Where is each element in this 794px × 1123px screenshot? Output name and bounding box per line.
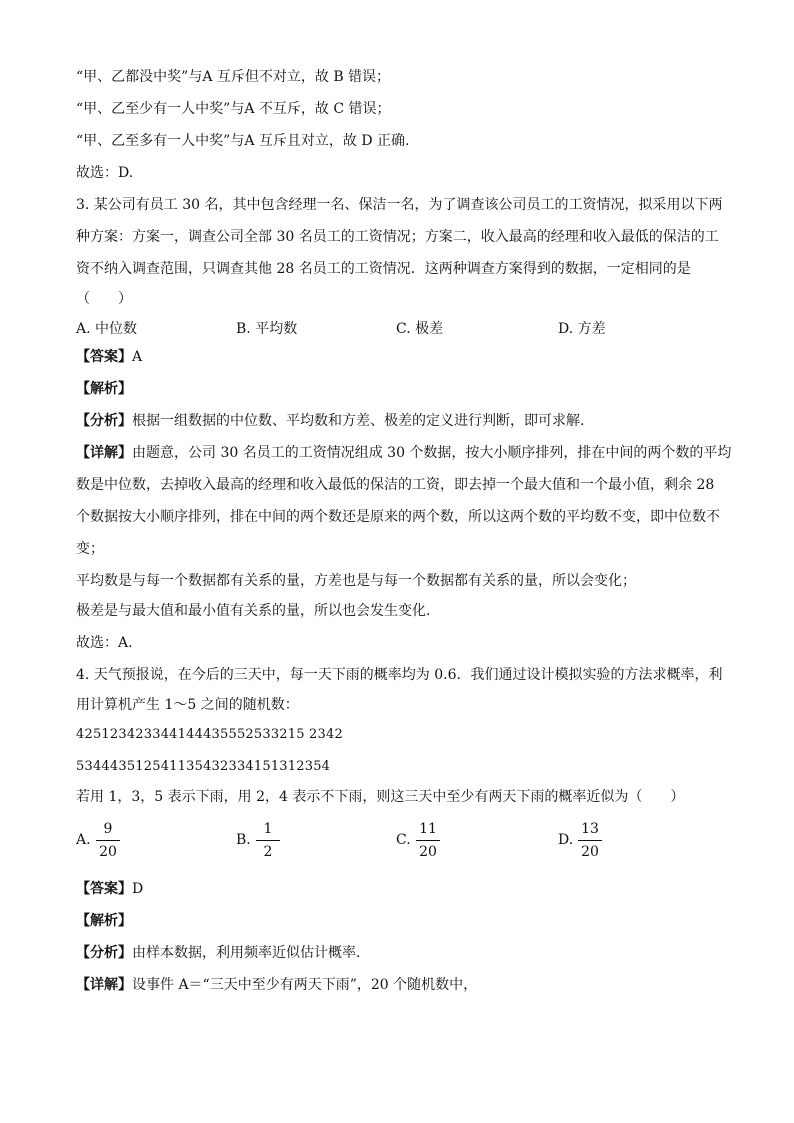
q3-option-c: C. 极差 — [396, 321, 444, 337]
q3-stem-line-1: 3. 某公司有员工 30 名，其中包含经理一名、保洁一名，为了调查该公司员工的工资情况，拟采用以下两 — [76, 197, 723, 213]
q4-option-a-numerator: 9 — [96, 820, 120, 841]
q3-analysis-tag — [76, 380, 132, 398]
q3-xiangjie-line-3: 个数据按大小顺序排列，排在中间的两个数还是原来的两个数，所以这两个数的平均数不变，即中位数不 — [76, 509, 720, 525]
q4-xiangjie-line-1 — [76, 976, 477, 994]
q4-xiangjie-text-1: 设事件 A＝“三天中至少有两天下雨”，20 个随机数中， — [132, 977, 478, 993]
q4-option-c-denominator: 20 — [419, 844, 437, 860]
q3-options — [76, 320, 716, 340]
q4-option-d-denominator: 20 — [581, 844, 599, 860]
q3-analysis-label: 【解析】 — [76, 381, 132, 397]
q4-option-a-fraction — [96, 820, 120, 861]
q3-xiangjie-line-5: 平均数是与每一个数据都有关系的量，方差也是与每一个数据都有关系的量，所以会变化； — [76, 573, 636, 589]
q4-option-d-letter: D. — [558, 832, 574, 848]
prev-choose: 故选：D. — [76, 165, 134, 181]
prev-solution-line-2: “甲、乙至少有一人中奖”与A 不互斥，故 C 错误； — [76, 101, 391, 117]
q3-option-b: B. 平均数 — [236, 321, 298, 337]
q4-option-d-numerator: 13 — [578, 820, 602, 841]
q3-xiangjie-line-1 — [76, 444, 731, 462]
q4-fenxi-tag: 【分析】 — [76, 945, 132, 961]
q4-option-b-letter: B. — [236, 832, 251, 848]
q3-stem-line-2: 种方案：方案一，调查公司全部 30 名员工的工资情况；方案二，收入最高的经理和收入最低的保洁的工 — [76, 229, 719, 245]
q4-stem-line-3: 若用 1，3，5 表示下雨，用 2，4 表示不下雨，则这三天中至少有两天下雨的概率近似为（ ） — [76, 789, 685, 805]
q3-answer-tag: 【答案】 — [76, 349, 132, 365]
q3-answer — [76, 348, 142, 366]
q4-option-a-letter: A. — [76, 832, 91, 848]
q4-stem-line-2: 用计算机产生 1～5 之间的随机数： — [76, 697, 299, 713]
q3-choose: 故选：A. — [76, 635, 133, 651]
q3-xiangjie-line-4: 变； — [76, 541, 104, 557]
q3-fenxi-tag: 【分析】 — [76, 413, 132, 429]
q3-option-d: D. 方差 — [558, 321, 606, 337]
q4-random-numbers-2: 534443512541135432334151312354 — [76, 759, 331, 774]
q4-option-c-fraction — [416, 820, 440, 861]
q4-answer-value: D — [132, 881, 144, 897]
q4-xiangjie-tag: 【详解】 — [76, 977, 132, 993]
q4-answer — [76, 880, 143, 898]
q3-stem-line-4: （ ） — [76, 291, 132, 307]
q4-answer-tag: 【答案】 — [76, 881, 132, 897]
q4-fenxi — [76, 944, 360, 962]
q4-option-b-denominator: 2 — [263, 844, 273, 860]
q4-random-numbers-1: 425123423344144435552533215 2342 — [76, 727, 343, 742]
q3-xiangjie-text-1: 由题意，公司 30 名员工的工资情况组成 30 个数据，按大小顺序排列，排在中间的两个数的平均 — [132, 445, 732, 461]
q3-answer-value: A — [132, 349, 143, 365]
q4-options — [76, 820, 716, 864]
q4-option-c-numerator: 11 — [416, 820, 440, 841]
q4-option-a-denominator: 20 — [99, 844, 117, 860]
q3-xiangjie-line-6: 极差是与最大值和最小值有关系的量，所以也会发生变化. — [76, 603, 431, 619]
q3-option-a: A. 中位数 — [76, 321, 138, 337]
prev-solution-line-1: “甲、乙都没中奖”与A 互斥但不对立，故 B 错误； — [76, 69, 391, 85]
q4-analysis-tag — [76, 912, 132, 930]
q4-analysis-label: 【解析】 — [76, 913, 132, 929]
q3-fenxi — [76, 412, 584, 430]
q4-option-b-fraction — [256, 820, 280, 861]
q3-xiangjie-line-2: 数是中位数，去掉收入最高的经理和收入最低的保洁的工资，即去掉一个最大值和一个最小值，剩余 28 — [76, 477, 715, 493]
q3-stem-line-3: 资不纳入调查范围，只调查其他 28 名员工的工资情况．这两种调查方案得到的数据，一定相同的是 — [76, 261, 691, 277]
q4-fenxi-text: 由样本数据，利用频率近似估计概率. — [132, 945, 361, 961]
q4-option-c-letter: C. — [396, 832, 411, 848]
q3-fenxi-text: 根据一组数据的中位数、平均数和方差、极差的定义进行判断，即可求解. — [132, 413, 585, 429]
q4-option-b-numerator: 1 — [256, 820, 280, 841]
q4-option-d-fraction — [578, 820, 602, 861]
q3-xiangjie-tag: 【详解】 — [76, 445, 132, 461]
q4-stem-line-1: 4. 天气预报说，在今后的三天中，每一天下雨的概率均为 0.6．我们通过设计模拟实验的方法求概率，利 — [76, 667, 723, 683]
prev-solution-line-3: “甲、乙至多有一人中奖”与A 互斥且对立，故 D 正确. — [76, 133, 410, 149]
